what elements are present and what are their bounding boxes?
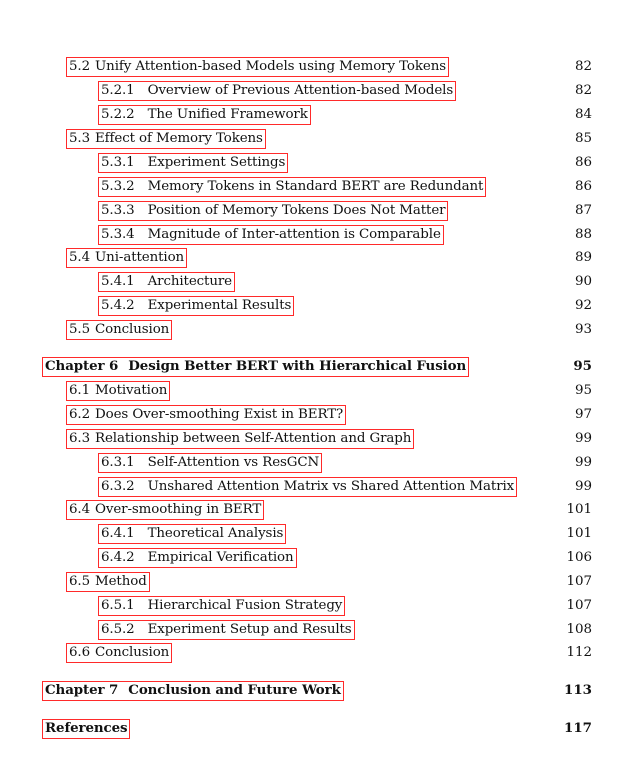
toc-section-link[interactable] bbox=[98, 177, 486, 197]
toc-row bbox=[0, 453, 636, 475]
toc-title: Overview of Previous Attention-based Models bbox=[147, 83, 454, 98]
toc-number: 5.4 bbox=[69, 250, 90, 265]
toc-page-number: 88 bbox=[574, 227, 592, 242]
toc-page-number: 117 bbox=[564, 720, 592, 736]
toc-title: Method bbox=[95, 574, 147, 589]
toc-row bbox=[0, 429, 636, 451]
toc-section-link[interactable] bbox=[66, 405, 346, 425]
toc-chapter-row bbox=[0, 357, 636, 379]
toc-number: 5.3.4 bbox=[101, 227, 135, 242]
toc-section-link[interactable] bbox=[66, 500, 264, 520]
toc-section-link[interactable] bbox=[98, 81, 456, 101]
toc-section-link[interactable] bbox=[98, 225, 444, 245]
toc-page-number: 90 bbox=[574, 274, 592, 289]
toc-number: 6.1 bbox=[69, 383, 90, 398]
toc-title: Experiment Setup and Results bbox=[147, 622, 352, 637]
toc-title: Memory Tokens in Standard BERT are Redundant bbox=[147, 179, 484, 194]
toc-page-number: 107 bbox=[566, 598, 592, 613]
toc-row bbox=[0, 320, 636, 342]
toc-section-link[interactable] bbox=[98, 201, 448, 221]
toc-page-number: 99 bbox=[574, 431, 592, 446]
toc-title: References bbox=[45, 720, 128, 736]
toc-row bbox=[0, 225, 636, 247]
toc-row bbox=[0, 81, 636, 103]
toc-title: Theoretical Analysis bbox=[147, 526, 284, 541]
toc-number: 6.2 bbox=[69, 407, 90, 422]
toc-row bbox=[0, 248, 636, 270]
toc-page-number: 112 bbox=[566, 645, 592, 660]
toc-title: Hierarchical Fusion Strategy bbox=[147, 598, 343, 613]
toc-section-link[interactable] bbox=[66, 248, 187, 268]
toc-number: 5.4.1 bbox=[101, 274, 135, 289]
toc-title: Conclusion and Future Work bbox=[128, 682, 341, 698]
toc-row bbox=[0, 129, 636, 151]
toc-section-link[interactable] bbox=[66, 429, 414, 449]
toc-title: Design Better BERT with Hierarchical Fusion bbox=[128, 358, 467, 374]
toc-number: 6.3 bbox=[69, 431, 90, 446]
toc-title: Architecture bbox=[147, 274, 232, 289]
toc-page-number: 82 bbox=[574, 83, 592, 98]
toc-page-number: 95 bbox=[574, 383, 592, 398]
toc-page-number: 93 bbox=[574, 322, 592, 337]
toc-number: Chapter 6 bbox=[45, 358, 119, 374]
toc-title: Magnitude of Inter-attention is Comparable bbox=[147, 227, 441, 242]
toc-title: Unify Attention-based Models using Memory Tokens bbox=[95, 59, 446, 74]
toc-row bbox=[0, 643, 636, 665]
toc-number: 6.5 bbox=[69, 574, 90, 589]
toc-row bbox=[0, 105, 636, 127]
toc-row bbox=[0, 500, 636, 522]
toc-row bbox=[0, 381, 636, 403]
toc-row bbox=[0, 524, 636, 546]
toc-chapter-row bbox=[0, 681, 636, 703]
toc-title: Unshared Attention Matrix vs Shared Attention Matrix bbox=[147, 479, 515, 494]
toc-page-number: 106 bbox=[566, 550, 592, 565]
toc-title: Conclusion bbox=[95, 322, 170, 337]
toc-page-number: 95 bbox=[573, 358, 592, 374]
toc-page-number: 108 bbox=[566, 622, 592, 637]
toc-row bbox=[0, 572, 636, 594]
toc-section-link[interactable] bbox=[98, 153, 288, 173]
toc-page-number: 99 bbox=[574, 455, 592, 470]
toc-section-link[interactable] bbox=[66, 320, 172, 340]
toc-number: 6.3.2 bbox=[101, 479, 135, 494]
toc-number: Chapter 7 bbox=[45, 682, 119, 698]
toc-section-link[interactable] bbox=[66, 572, 150, 592]
toc-section-link[interactable] bbox=[98, 548, 297, 568]
toc-number: 6.6 bbox=[69, 645, 90, 660]
toc-section-link[interactable] bbox=[98, 477, 517, 497]
toc-row bbox=[0, 201, 636, 223]
toc-section-link[interactable] bbox=[98, 620, 355, 640]
toc-title: Experimental Results bbox=[147, 298, 292, 313]
toc-number: 5.2.1 bbox=[101, 83, 135, 98]
toc-title: Relationship between Self-Attention and Graph bbox=[95, 431, 412, 446]
toc-row bbox=[0, 405, 636, 427]
toc-row bbox=[0, 272, 636, 294]
toc-section-link[interactable] bbox=[98, 453, 322, 473]
toc-number: 6.4.1 bbox=[101, 526, 135, 541]
toc-section-link[interactable] bbox=[98, 272, 235, 292]
toc-page-number: 97 bbox=[574, 407, 592, 422]
toc-page-number: 113 bbox=[564, 682, 592, 698]
toc-row bbox=[0, 477, 636, 499]
toc-number: 6.4.2 bbox=[101, 550, 135, 565]
toc-row bbox=[0, 57, 636, 79]
toc-section-link[interactable] bbox=[98, 596, 345, 616]
toc-number: 5.3.2 bbox=[101, 179, 135, 194]
toc-row bbox=[0, 177, 636, 199]
toc-page-number: 84 bbox=[574, 107, 592, 122]
toc-number: 6.5.1 bbox=[101, 598, 135, 613]
toc-title: Motivation bbox=[95, 383, 168, 398]
toc-section-link[interactable] bbox=[98, 296, 294, 316]
toc-section-link[interactable] bbox=[98, 524, 286, 544]
toc-page-number: 85 bbox=[574, 131, 592, 146]
toc-number: 5.2 bbox=[69, 59, 90, 74]
toc-chapter-link[interactable] bbox=[42, 357, 469, 377]
toc-title: Self-Attention vs ResGCN bbox=[147, 455, 320, 470]
toc-number: 5.4.2 bbox=[101, 298, 135, 313]
toc-number: 6.3.1 bbox=[101, 455, 135, 470]
toc-row bbox=[0, 153, 636, 175]
toc-row bbox=[0, 620, 636, 642]
toc-row bbox=[0, 296, 636, 318]
toc-title: Over-smoothing in BERT bbox=[95, 502, 262, 517]
toc-page-number: 99 bbox=[574, 479, 592, 494]
toc-number: 5.3.3 bbox=[101, 203, 135, 218]
toc-section-link[interactable] bbox=[66, 57, 449, 77]
toc-page-number: 101 bbox=[566, 502, 592, 517]
toc-page-number: 89 bbox=[574, 250, 592, 265]
toc-section-link[interactable] bbox=[66, 381, 170, 401]
toc-number: 5.2.2 bbox=[101, 107, 135, 122]
toc-number: 6.4 bbox=[69, 502, 90, 517]
toc-title: Experiment Settings bbox=[147, 155, 286, 170]
toc-number: 5.3.1 bbox=[101, 155, 135, 170]
toc-page-number: 82 bbox=[574, 59, 592, 74]
toc-number: 5.3 bbox=[69, 131, 90, 146]
toc-number: 5.5 bbox=[69, 322, 90, 337]
toc-page-number: 86 bbox=[574, 179, 592, 194]
toc-title: Empirical Verification bbox=[147, 550, 294, 565]
toc-chapter-row bbox=[0, 719, 636, 741]
toc-chapter-link[interactable] bbox=[42, 719, 130, 739]
toc-section-link[interactable] bbox=[98, 105, 311, 125]
toc-row bbox=[0, 548, 636, 570]
toc-page-number: 87 bbox=[574, 203, 592, 218]
toc-title: Position of Memory Tokens Does Not Matter bbox=[147, 203, 446, 218]
toc-title: Does Over-smoothing Exist in BERT? bbox=[95, 407, 344, 422]
toc-page-number: 92 bbox=[574, 298, 592, 313]
toc-section-link[interactable] bbox=[66, 643, 172, 663]
toc-title: Effect of Memory Tokens bbox=[95, 131, 263, 146]
toc-section-link[interactable] bbox=[66, 129, 266, 149]
toc-row bbox=[0, 596, 636, 618]
toc-chapter-link[interactable] bbox=[42, 681, 344, 701]
toc-title: Uni-attention bbox=[95, 250, 185, 265]
toc-page-number: 107 bbox=[566, 574, 592, 589]
toc-title: The Unified Framework bbox=[147, 107, 308, 122]
toc-title: Conclusion bbox=[95, 645, 170, 660]
toc-number: 6.5.2 bbox=[101, 622, 135, 637]
toc-page-number: 86 bbox=[574, 155, 592, 170]
toc-page-number: 101 bbox=[566, 526, 592, 541]
